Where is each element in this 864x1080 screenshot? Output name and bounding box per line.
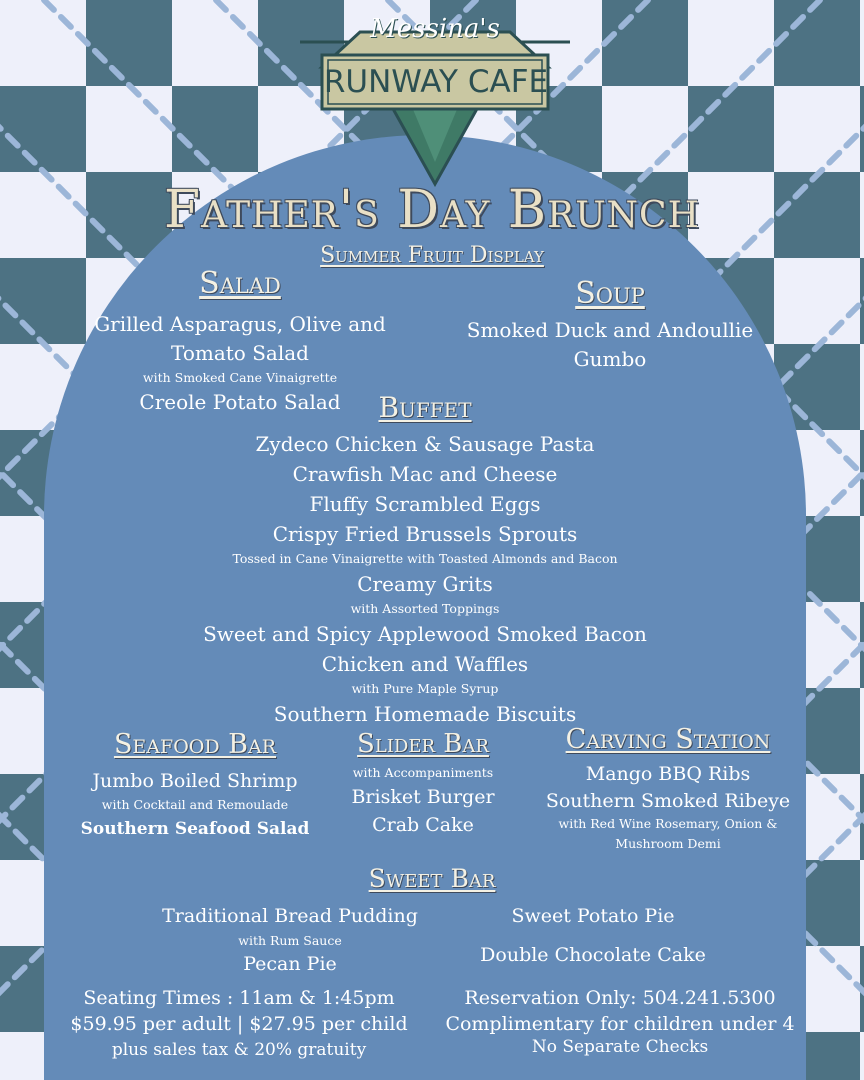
sweet-item: Pecan Pie: [243, 953, 337, 975]
buffet-item: Zydeco Chicken & Sausage Pasta: [255, 432, 595, 456]
tax-note: plus sales tax & 20% gratuity: [111, 1040, 367, 1060]
slider-item: Crab Cake: [372, 814, 474, 836]
buffet-note: with Assorted Toppings: [350, 601, 500, 616]
buffet-item: Fluffy Scrambled Eggs: [309, 492, 541, 516]
carving-item: Mango BBQ Ribs: [585, 763, 751, 785]
seafood-item: Southern Seafood Salad: [80, 819, 310, 839]
soup-item: Smoked Duck and Andoullie: [466, 318, 754, 342]
seating-times: Seating Times : 11am & 1:45pm: [83, 987, 395, 1009]
checks-note: No Separate Checks: [531, 1037, 709, 1057]
salad-heading: Salad: [199, 266, 281, 301]
carving-station-heading: Carving Station: [565, 724, 771, 755]
buffet-item: Southern Homemade Biscuits: [273, 702, 577, 726]
buffet-item: Crawfish Mac and Cheese: [292, 462, 558, 486]
fruit-display-heading: Summer Fruit Display: [320, 243, 544, 268]
logo-main-text: RUNWAY CAFE: [323, 64, 549, 100]
seafood-bar-heading: Seafood Bar: [113, 729, 277, 760]
buffet-item: Creamy Grits: [357, 572, 493, 596]
slider-item: Brisket Burger: [351, 786, 495, 808]
salad-item: Creole Potato Salad: [139, 390, 341, 414]
seafood-note: with Cocktail and Remoulade: [101, 797, 289, 812]
buffet-item: Chicken and Waffles: [321, 652, 529, 676]
carving-note: Mushroom Demi: [615, 836, 721, 851]
pricing: $59.95 per adult | $27.95 per child: [70, 1013, 408, 1035]
salad-item: Grilled Asparagus, Olive and: [94, 312, 386, 336]
salad-note: with Smoked Cane Vinaigrette: [142, 370, 338, 385]
buffet-note: Tossed in Cane Vinaigrette with Toasted Almonds and Bacon: [232, 551, 618, 566]
reservation-phone: Reservation Only: 504.241.5300: [464, 987, 776, 1009]
salad-item: Tomato Salad: [171, 341, 309, 365]
soup-item: Gumbo: [573, 347, 647, 371]
logo-script-text: Messina's: [370, 14, 500, 44]
sweet-item: Double Chocolate Cake: [480, 944, 706, 966]
slider-bar-heading: Slider Bar: [357, 729, 489, 759]
carving-item: Southern Smoked Ribeye: [545, 790, 791, 812]
sweet-item: Sweet Potato Pie: [511, 905, 675, 927]
slider-note: with Accompaniments: [352, 765, 494, 780]
buffet-note: with Pure Maple Syrup: [351, 681, 499, 696]
buffet-item: Sweet and Spicy Applewood Smoked Bacon: [203, 622, 647, 646]
sweet-item: Traditional Bread Pudding: [162, 905, 418, 927]
page-title: Father's Day Brunch: [163, 180, 700, 240]
seafood-item: Jumbo Boiled Shrimp: [92, 770, 298, 792]
children-note: Complimentary for children under 4: [445, 1013, 795, 1035]
soup-heading: Soup: [575, 276, 645, 311]
sweet-bar-heading: Sweet Bar: [368, 864, 496, 893]
carving-note: with Red Wine Rosemary, Onion &: [558, 816, 778, 831]
buffet-heading: Buffet: [378, 391, 472, 424]
buffet-item: Crispy Fried Brussels Sprouts: [272, 522, 578, 546]
sweet-note: with Rum Sauce: [238, 933, 342, 948]
